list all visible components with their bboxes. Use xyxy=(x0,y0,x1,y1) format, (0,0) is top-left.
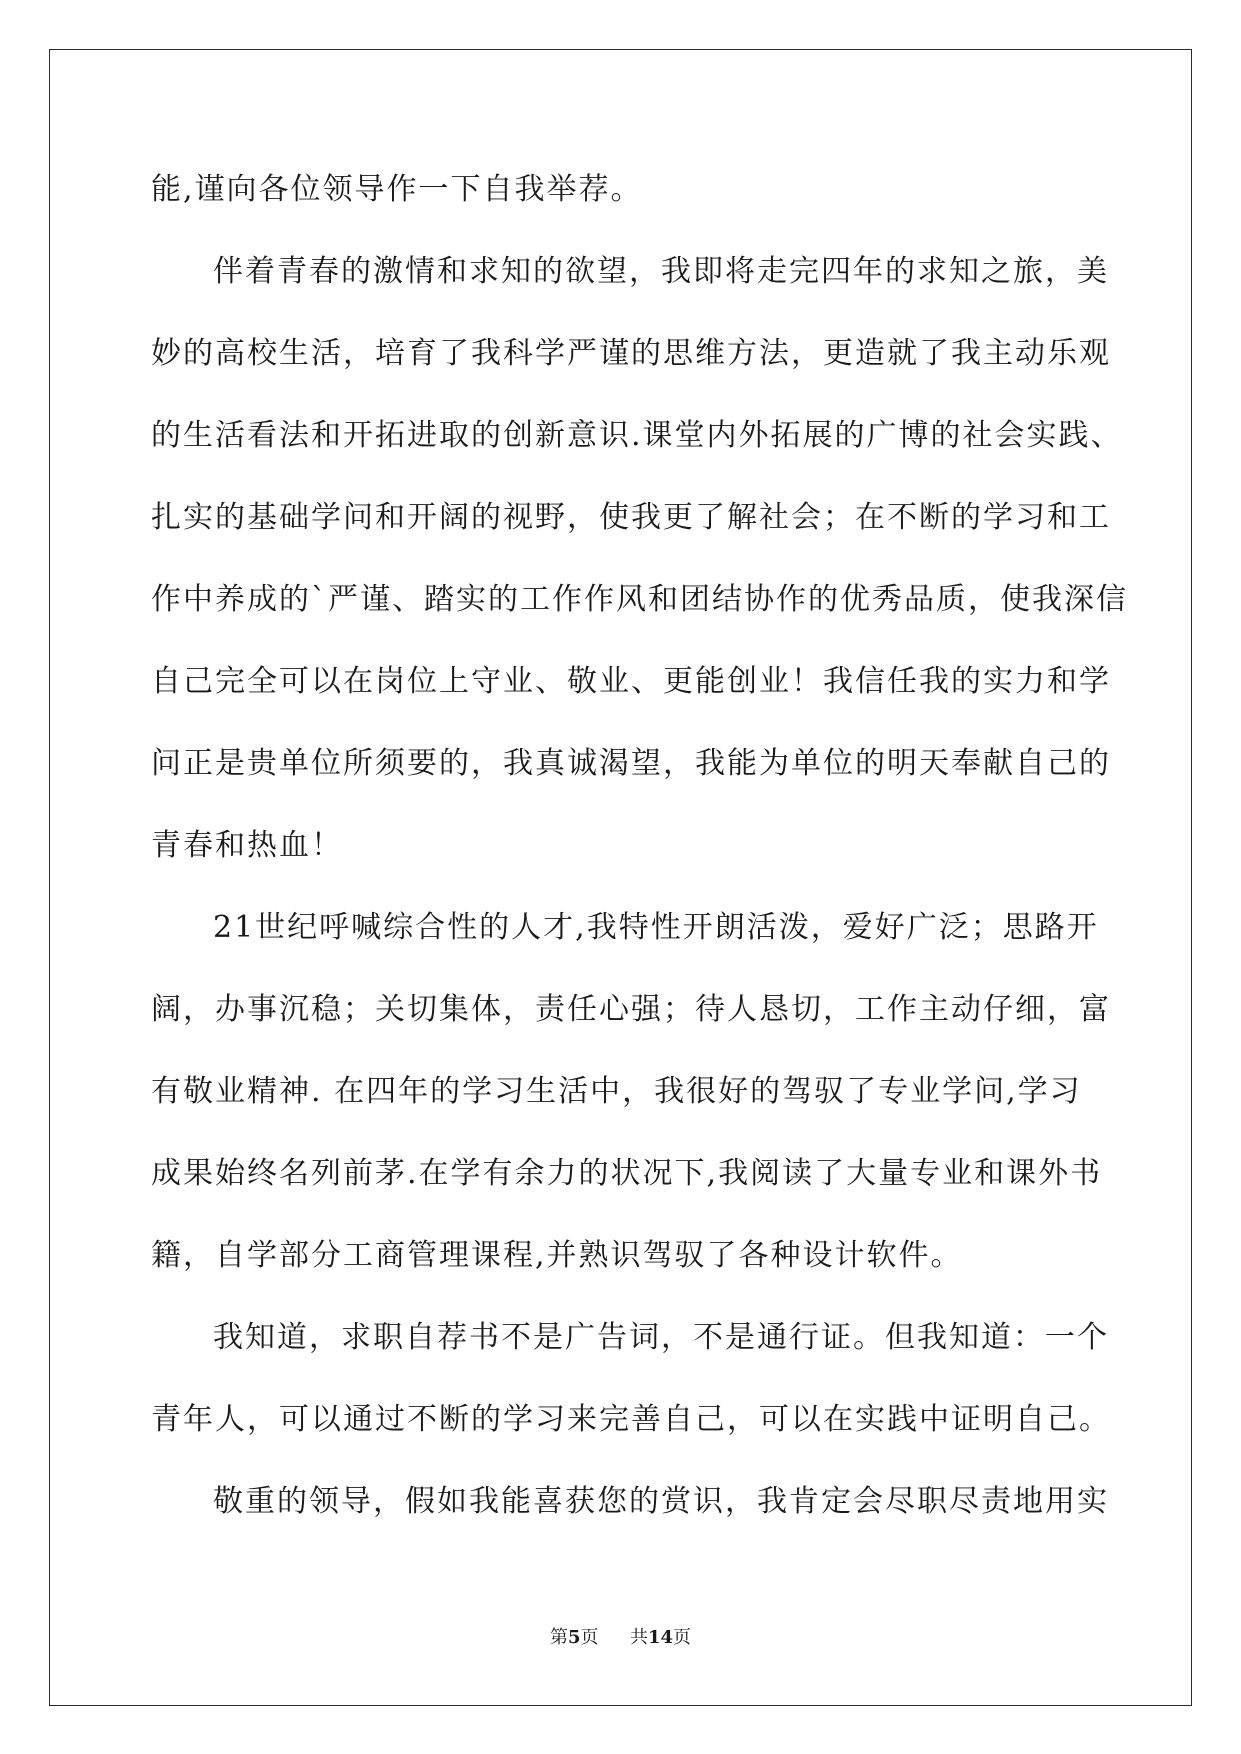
text-line: 作中养成的`严谨、踏实的工作作风和团结协作的优秀品质，使我深信 xyxy=(151,582,1128,617)
text-line: 敬重的领导，假如我能喜获您的赏识，我肯定会尽职尽责地用实 xyxy=(213,1484,1109,1519)
page-footer xyxy=(0,1623,1241,1649)
text-line: 籍，自学部分工商管理课程,并熟识驾驭了各种设计软件。 xyxy=(151,1238,963,1273)
page-current: 5 xyxy=(567,1627,581,1648)
page-prefix: 第 xyxy=(549,1627,568,1648)
page-number xyxy=(550,1623,599,1649)
page-total xyxy=(630,1623,691,1649)
text-line: 伴着青春的激情和求知的欲望，我即将走完四年的求知之旅，美 xyxy=(213,254,1109,289)
text-line: 青春和热血！ xyxy=(151,828,343,863)
text-line: 扎实的基础学问和开阔的视野，使我更了解社会；在不断的学习和工 xyxy=(151,500,1111,535)
text-line: 自己完全可以在岗位上守业、敬业、更能创业！我信任我的实力和学 xyxy=(151,664,1111,699)
document-body xyxy=(151,160,1128,1554)
text-line: 能,谨向各位领导作一下自我举荐。 xyxy=(151,172,643,207)
total-prefix: 共 xyxy=(629,1627,648,1648)
text-line: 的生活看法和开拓进取的创新意识.课堂内外拓展的广博的社会实践、 xyxy=(151,418,1123,453)
text-line: 问正是贵单位所须要的，我真诚渴望，我能为单位的明天奉献自己的 xyxy=(151,746,1111,781)
text-line: 21世纪呼喊综合性的人才,我特性开朗活泼，爱好广泛；思路开 xyxy=(213,910,1099,945)
text-line: 我知道，求职自荐书不是广告词，不是通行证。但我知道：一个 xyxy=(213,1320,1109,1355)
text-line: 有敬业精神. 在四年的学习生活中，我很好的驾驭了专业学问,学习 xyxy=(151,1074,1082,1109)
total-suffix: 页 xyxy=(673,1627,692,1648)
text-line: 成果始终名列前茅.在学有余力的状况下,我阅读了大量专业和课外书 xyxy=(151,1156,1103,1191)
text-line: 阔，办事沉稳；关切集体，责任心强；待人恳切，工作主动仔细，富 xyxy=(151,992,1111,1027)
total-count: 14 xyxy=(647,1627,674,1648)
text-line: 妙的高校生活，培育了我科学严谨的思维方法，更造就了我主动乐观 xyxy=(151,336,1111,371)
text-line: 青年人，可以通过不断的学习来完善自己，可以在实践中证明自己。 xyxy=(151,1402,1111,1437)
page-suffix: 页 xyxy=(580,1627,599,1648)
